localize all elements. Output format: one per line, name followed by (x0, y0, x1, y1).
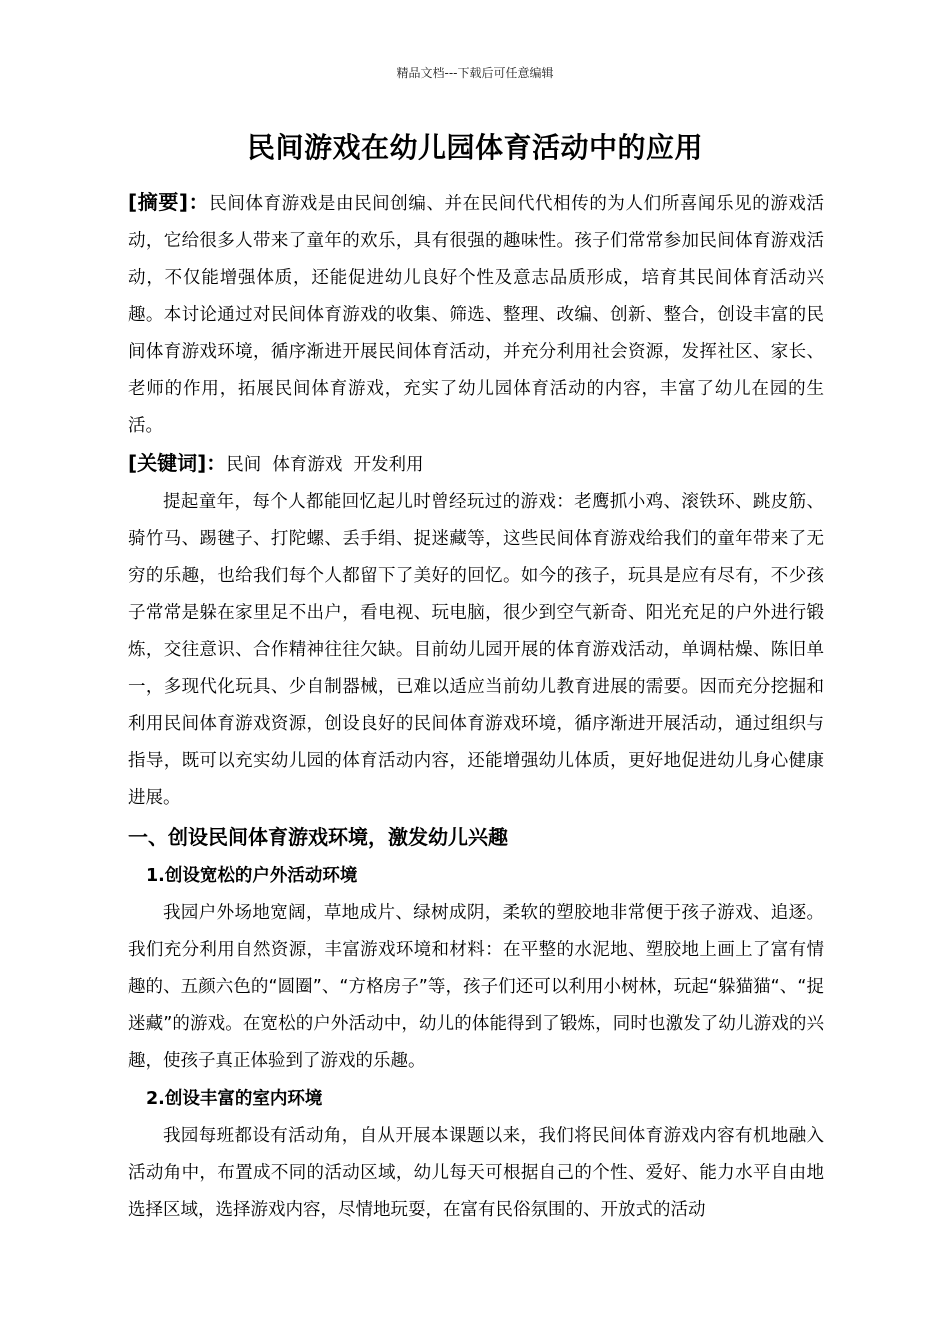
document-body (128, 184, 824, 1229)
abstract-label: [摘要]： (128, 190, 210, 214)
subsection-2-paragraph: 我园每班都设有活动角，自从开展本课题以来，我们将民间体育游戏内容有机地融入活动角中，布置成不同的活动区域，幼儿每天可根据自己的个性、爱好、能力水平自由地选择区域，选择游戏内容，尽情地玩耍，在富有民俗氛围的、开放式的活动 (128, 1126, 824, 1220)
section-1-heading: 一、创设民间体育游戏环境，激发幼儿兴趣 (128, 825, 508, 849)
keywords-paragraph (128, 445, 824, 484)
subsection-1-paragraph: 我园户外场地宽阔，草地成片、绿树成阴，柔软的塑胶地非常便于孩子游戏、追逐。我们充分利用自然资源，丰富游戏环境和材料：在平整的水泥地、塑胶地上画上了富有情趣的、五颜六色的“圆圈”、“方格房子”等，孩子们还可以利用小树林，玩起“躲猫猫“、“捉迷藏”的游戏。在宽松的户外活动中，幼儿的体能得到了锻炼，同时也激发了幼儿游戏的兴趣，使孩子真正体验到了游戏的乐趣。 (128, 903, 824, 1071)
subsection-1-heading: 1.创设宽松的户外活动环境 (146, 866, 358, 886)
intro-paragraph: 提起童年，每个人都能回忆起儿时曾经玩过的游戏：老鹰抓小鸡、滚铁环、跳皮筋、骑竹马、踢毽子、打陀螺、丢手绢、捉迷藏等，这些民间体育游戏给我们的童年带来了无穷的乐趣，也给我们每个人都留下了美好的回忆。如今的孩子，玩具是应有尽有，不少孩子常常是躲在家里足不出户，看电视、玩电脑，很少到空气新奇、阳光充足的户外进行锻炼，交往意识、合作精神往往欠缺。目前幼儿园开展的体育游戏活动，单调枯燥、陈旧单一，多现代化玩具、少自制器械，已难以适应当前幼儿教育进展的需要。因而充分挖掘和利用民间体育游戏资源，创设良好的民间体育游戏环境，循序渐进开展活动，通过组织与指导，既可以充实幼儿园的体育活动内容，还能增强幼儿体质，更好地促进幼儿身心健康进展。 (128, 492, 824, 808)
keywords-label: [关键词]： (128, 451, 227, 475)
subsection-2-heading: 2.创设丰富的室内环境 (146, 1089, 323, 1109)
abstract-paragraph (128, 184, 824, 445)
document-title: 民间游戏在幼儿园体育活动中的应用 (246, 131, 703, 164)
keywords-text: 民间 体育游戏 开发利用 (226, 455, 424, 475)
header-note: 精品文档---下载后可任意编辑 (396, 66, 554, 80)
abstract-text: 民间体育游戏是由民间创编、并在民间代代相传的为人们所喜闻乐见的游戏活动，它给很多人带来了童年的欢乐，具有很强的趣味性。孩子们常常参加民间体育游戏活动，不仅能增强体质，还能促进幼儿良好个性及意志品质形成，培育其民间体育活动兴趣。本讨论通过对民间体育游戏的收集、筛选、整理、改编、创新、整合，创设丰富的民间体育游戏环境，循序渐进开展民间体育活动，并充分利用社会资源，发挥社区、家长、老师的作用，拓展民间体育游戏，充实了幼儿园体育活动的内容，丰富了幼儿在园的生活。 (128, 194, 825, 436)
